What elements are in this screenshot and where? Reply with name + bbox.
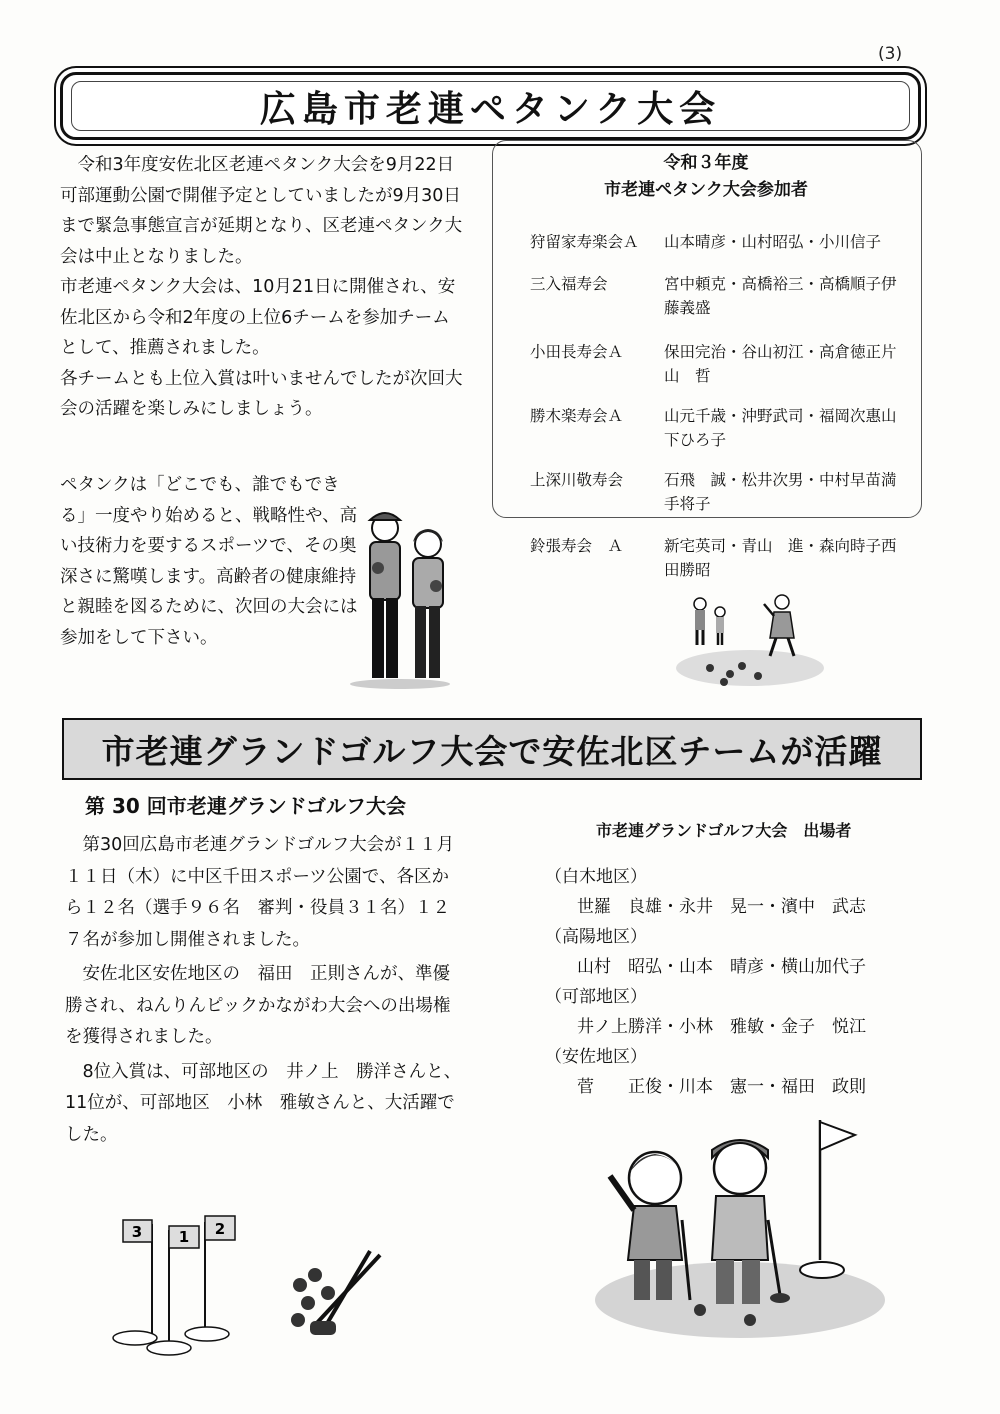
region-names: 世羅 良雄・永井 晃一・濱中 武志	[577, 897, 866, 917]
section1-title: 広島市老連ペタンク大会	[259, 88, 722, 130]
section1-paragraph-2: 市老連ペタンク大会は、10月21日に開催され、安佐北区から令和2年度の上位6チームを参加チームとして、推薦されました。	[60, 277, 456, 358]
club-members: 新宅英司・青山 進・森向時子西田勝昭	[664, 537, 897, 579]
club-members: 宮中頼克・高橋裕三・高橋順子伊藤義盛	[664, 275, 897, 317]
region-label: （高陽地区）	[545, 927, 647, 947]
flag-number-1: 1	[178, 1228, 190, 1246]
region-label: （安佐地区）	[545, 1047, 647, 1067]
groundgolf-club-illustration	[280, 1245, 400, 1355]
section2-subtitle: 第 30 回市老連グランドゴルフ大会	[85, 794, 406, 818]
region-names: 井ノ上勝洋・小林 雅敏・金子 悦江	[577, 1017, 866, 1037]
section2-paragraph-2: 安佐北区安佐地区の 福田 正則さんが、準優勝され、ねんりんピックかながわ大会への出場権を獲得されました。	[65, 964, 451, 1047]
club-members: 山元千歳・沖野武司・福岡次惠山下ひろ子	[664, 407, 897, 449]
region-label: （可部地区）	[545, 987, 647, 1007]
groundgolf-participants-list	[545, 862, 866, 1102]
petanque-play-illustration	[670, 590, 830, 690]
club-name: 狩留家寿楽会Ａ	[530, 233, 639, 251]
flag-number-2: 2	[214, 1220, 226, 1238]
region-label: （白木地区）	[545, 867, 647, 887]
ranking-flags-illustration	[95, 1210, 255, 1360]
club-name: 小田長寿会Ａ	[530, 343, 624, 361]
section2-header-box	[62, 718, 922, 780]
region-names: 山村 昭弘・山本 晴彦・横山加代子	[577, 957, 866, 977]
club-name: 三入福寿会	[530, 275, 608, 293]
groundgolf-participants-title: 市老連グランドゴルフ大会 出場者	[596, 821, 852, 840]
section1-body	[60, 150, 465, 425]
page-number: (3)	[878, 44, 903, 64]
participants-heading-year: 令和３年度	[663, 153, 749, 173]
section1-header-box	[60, 72, 921, 140]
groundgolf-players-illustration	[590, 1110, 890, 1340]
section2-body	[65, 830, 465, 1151]
section2-title: 市老連グランドゴルフ大会で安佐北区チームが活躍	[101, 731, 883, 771]
participants-heading-title: 市老連ペタンク大会参加者	[604, 180, 808, 200]
section2-paragraph-1: 第30回広島市老連グランドゴルフ大会が１１月１１日（木）に中区千田スポーツ公園で、各区から１２名（選手９６名 審判・役員３１名）１２７名が参加し開催されました。	[65, 835, 455, 950]
section1-paragraph-3: 各チームとも上位入賞は叶いませんでしたが次回大会の活躍を楽しみにしましょう。	[60, 368, 463, 419]
region-names: 菅 正俊・川本 憲一・福田 政則	[577, 1077, 866, 1097]
club-members: 石飛 誠・松井次男・中村早苗満手将子	[664, 471, 897, 513]
petanque-text: ペタンクは「どこでも、誰でもできる」一度やり始めると、戦略性や、高い技術力を要するスポーツで、その奥深さに驚嘆します。高齢者の健康維持と親睦を図るために、次回の大会には参加をして下さい。	[60, 475, 358, 648]
section2-paragraph-3: 8位入賞は、可部地区の 井ノ上 勝洋さんと、11位が、可部地区 小林 雅敏さんと、大活躍でした。	[65, 1061, 462, 1145]
club-name: 上深川敬寿会	[530, 471, 624, 489]
elderly-couple-illustration	[340, 498, 470, 690]
petanque-participants-heading	[492, 150, 920, 204]
club-members: 保田完治・谷山初江・高倉徳正片山 哲	[664, 343, 897, 385]
flag-number-3: 3	[131, 1223, 143, 1241]
club-name: 勝木楽寿会Ａ	[530, 407, 624, 425]
club-name: 鈴張寿会 Ａ	[530, 537, 624, 555]
section1-paragraph-1: 令和3年度安佐北区老連ペタンク大会を9月22日可部運動公園で開催予定としていましたが9月30日まで緊急事態宣言が延期となり、区老連ペタンク大会は中止となりました。	[60, 155, 463, 267]
club-members: 山本晴彦・山村昭弘・小川信子	[664, 233, 882, 251]
